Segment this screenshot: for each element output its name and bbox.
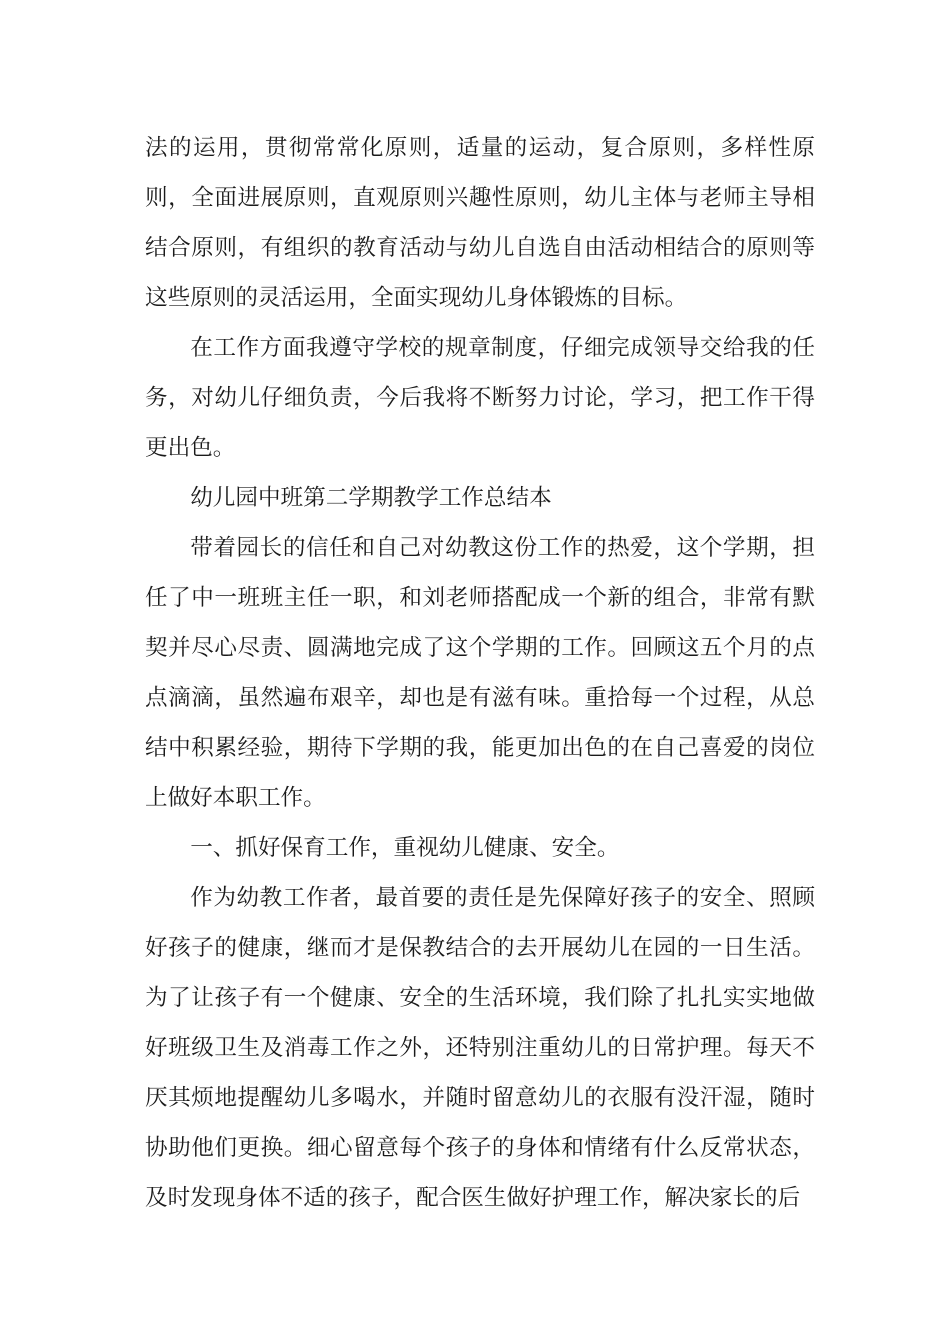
paragraph-2: 在工作方面我遵守学校的规章制度，仔细完成领导交给我的任务，对幼儿仔细负责，今后我将不断努力讨论，学习，把工作干得更出色。	[145, 335, 815, 461]
paragraph-4: 作为幼教工作者，最首要的责任是先保障好孩子的安全、照顾好孩子的健康，继而才是保教结合的去开展幼儿在园的一日生活。为了让孩子有一个健康、安全的生活环境，我们除了扎扎实实地做好班级卫生及消毒工作之外，还特别注重幼儿的日常护理。每天不厌其烦地提醒幼儿多喝水，并随时留意幼儿的衣服有没汗湿，随时协助他们更换。细心留意每个孩子的身体和情绪有什么反常状态，及时发现身体不适的孩子，配合医生做好护理工作，解决家长的后	[145, 885, 815, 1211]
document-body	[145, 123, 815, 1223]
paragraph-3: 带着园长的信任和自己对幼教这份工作的热爱，这个学期，担任了中一班班主任一职，和刘老师搭配成一个新的组合，非常有默契并尽心尽责、圆满地完成了这个学期的工作。回顾这五个月的点点滴滴，虽然遍布艰辛，却也是有滋有味。重拾每一个过程，从总结中积累经验，期待下学期的我，能更加出色的在自己喜爱的岗位上做好本职工作。	[145, 535, 815, 811]
section-heading-1: 一、抓好保育工作，重视幼儿健康、安全。	[190, 835, 620, 861]
section-title: 幼儿园中班第二学期教学工作总结本	[190, 485, 552, 511]
paragraph-1: 法的运用，贯彻常常化原则，适量的运动，复合原则，多样性原则，全面进展原则，直观原则兴趣性原则，幼儿主体与老师主导相结合原则，有组织的教育活动与幼儿自选自由活动相结合的原则等这些原则的灵活运用，全面实现幼儿身体锻炼的目标。	[145, 135, 815, 311]
